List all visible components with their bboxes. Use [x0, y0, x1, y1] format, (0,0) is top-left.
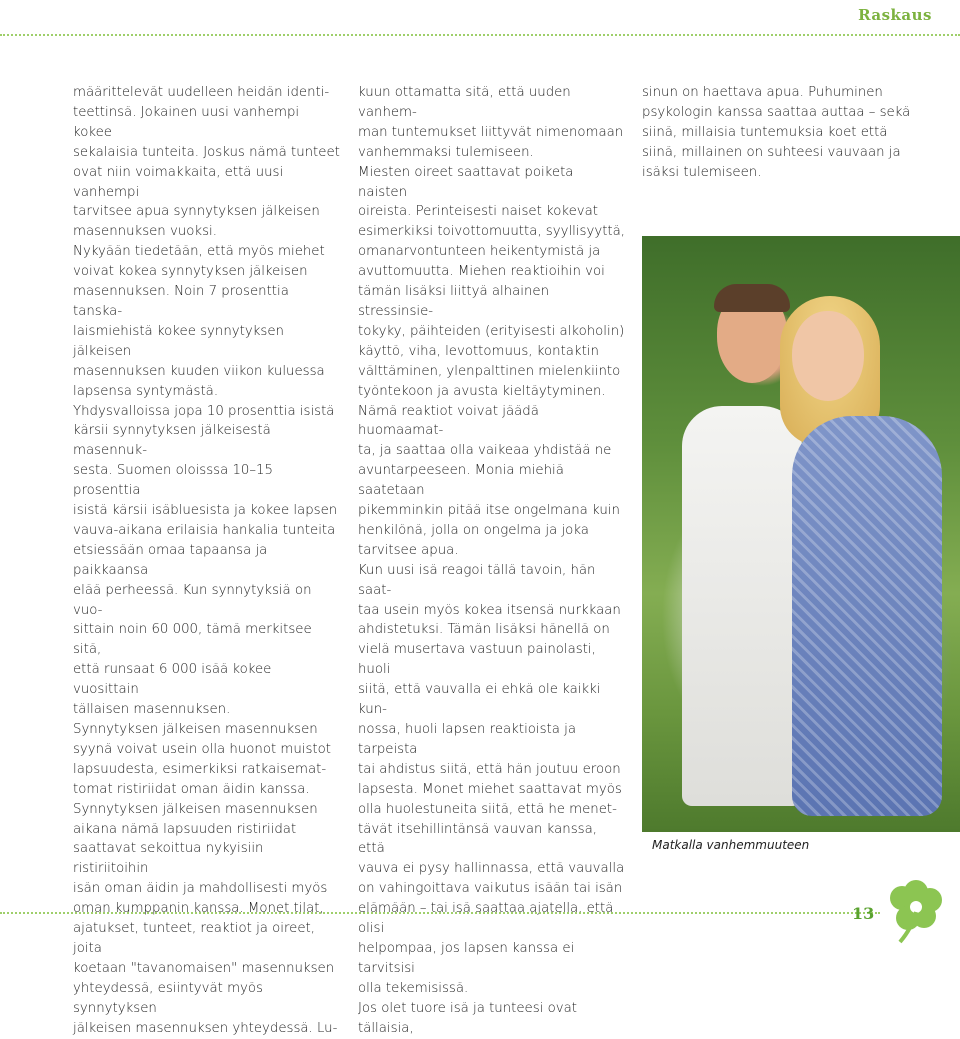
text-line: on vahingoittava vaikutus isään tai isän	[358, 881, 623, 897]
text-line: lapsensa syntymästä.	[73, 383, 219, 399]
footer-divider	[0, 912, 880, 914]
photo-caption: Matkalla vanhemmuuteen	[652, 838, 810, 852]
text-line: laismiehistä kokee synnytyksen jälkeisen	[73, 323, 284, 359]
text-line: teettinsä. Jokainen uusi vanhempi kokee	[73, 104, 300, 140]
text-line: isistä kärsii isäbluesista ja kokee lapsen	[73, 503, 338, 519]
text-line: tai ahdistus siitä, että hän joutuu eroon	[358, 761, 621, 777]
text-line: Jos olet tuore isä ja tunteesi ovat tällaisia,	[358, 1000, 577, 1036]
text-line: ajatukset, tunteet, reaktiot ja oireet, joita	[73, 921, 315, 956]
text-line: sinun on haettava apua. Puhuminen	[642, 85, 883, 100]
text-line: man tuntemukset liittyvät nimenomaan	[358, 124, 624, 140]
text-line: masennuksen kuuden viikon kuluessa	[73, 363, 325, 379]
text-line: masennuksen. Noin 7 prosenttia tanska-	[73, 284, 289, 319]
text-line: välttäminen, ylenpalttinen mielenkiinto	[358, 363, 621, 379]
text-line: ahdistetuksi. Tämän lisäksi hänellä on	[358, 622, 610, 638]
man-figure	[682, 406, 802, 806]
text-line: sesta. Suomen oloisssa 10–15 prosenttia	[73, 463, 273, 499]
woman-figure	[792, 416, 942, 816]
text-line: kuun ottamatta sitä, että uuden vanhem-	[358, 85, 571, 120]
text-line: taa usein myös kokea itsensä nurkkaan	[358, 602, 621, 618]
woman-head	[792, 311, 864, 401]
text-line: voivat kokea synnytyksen jälkeisen	[73, 264, 308, 280]
text-line: elämään – tai isä saattaa ajatella, että olisi	[358, 901, 614, 937]
text-line: siinä, millaisia tuntemuksia koet että	[642, 124, 888, 140]
text-line: saattavat sekoittua nykyisiin ristiriitoihin	[73, 841, 264, 877]
text-line: masennuksen vuoksi.	[73, 224, 217, 240]
text-line: isäksi tulemiseen.	[642, 164, 762, 180]
text-line: siitä, että vauvalla ei ehkä ole kaikki kun-	[358, 682, 601, 718]
man-hair	[714, 284, 790, 312]
text-line: lapsuudesta, esimerkiksi ratkaisemat-	[73, 761, 327, 777]
text-line: tokyky, päihteiden (erityisesti alkoholin)	[358, 323, 625, 339]
section-title: Raskaus	[858, 6, 932, 24]
text-line: nossa, huoli lapsen reaktioista ja tarpeista	[358, 722, 576, 757]
text-line: vielä musertava vastuun painolasti, huoli	[358, 642, 596, 678]
text-line: esimerkiksi toivottomuutta, syyllisyyttä,	[358, 224, 626, 240]
text-line: Miesten oireet saattavat poiketa naisten	[358, 164, 574, 200]
text-line: oireista. Perinteisesti naiset kokevat	[358, 204, 599, 220]
text-column-2	[358, 83, 626, 1039]
text-line: elää perheessä. Kun synnytyksiä on vuo-	[73, 582, 312, 618]
page-number: 13	[852, 904, 875, 923]
text-line: Nämä reaktiot voivat jäädä huomaamat-	[358, 403, 539, 439]
text-line: pikemminkin pitää itse ongelmana kuin	[358, 503, 620, 519]
text-line: omanarvontunteen heikentymistä ja	[358, 244, 601, 260]
text-column-1	[73, 83, 341, 1039]
text-line: yhteydessä, esiintyvät myös synnytyksen	[73, 980, 263, 1016]
text-line: sittain noin 60 000, tämä merkitsee sitä,	[73, 622, 312, 658]
text-line: tarvitsee apua synnytyksen jälkeisen	[73, 204, 320, 220]
text-line: avuttomuutta. Miehen reaktioihin voi	[358, 264, 605, 280]
text-line: vanhemmaksi tulemiseen.	[358, 144, 534, 160]
text-line: määrittelevät uudelleen heidän identi-	[73, 85, 330, 100]
text-line: Synnytyksen jälkeisen masennuksen	[73, 801, 318, 817]
text-line: käyttö, viha, levottomuus, kontaktin	[358, 343, 599, 359]
text-line: Nykyään tiedetään, että myös miehet	[73, 244, 325, 260]
text-line: koetaan "tavanomaisen" masennuksen	[73, 960, 335, 976]
text-line: helpompaa, jos lapsen kanssa ei tarvitsisi	[358, 940, 575, 976]
text-line: psykologin kanssa saattaa auttaa – sekä	[642, 104, 911, 120]
text-line: tävät itsehillintänsä vauvan kanssa, että	[358, 821, 597, 857]
text-line: ovat niin voimakkaita, että uusi vanhempi	[73, 164, 284, 200]
text-line: ta, ja saattaa olla vaikeaa yhdistää ne	[358, 443, 612, 459]
text-column-3	[642, 83, 960, 183]
text-line: Kun uusi isä reagoi tällä tavoin, hän saat-	[358, 562, 596, 598]
four-leaf-clover-icon	[872, 876, 958, 948]
text-line: työntekoon ja avusta kieltäytyminen.	[358, 383, 606, 399]
text-line: tämän lisäksi liittyä alhainen stressinsie-	[358, 284, 550, 319]
text-line: sekalaisia tunteita. Joskus nämä tunteet	[73, 144, 340, 160]
page-header	[0, 0, 960, 36]
header-divider	[0, 34, 960, 36]
text-line: olla huolestuneita siitä, että he menet-	[358, 801, 617, 817]
text-line: tarvitsee apua.	[358, 542, 459, 558]
text-line: avuntarpeeseen. Monia miehiä saatetaan	[358, 463, 564, 499]
text-line: Synnytyksen jälkeisen masennuksen	[73, 722, 318, 737]
text-line: oman kumppanin kanssa. Monet tilat,	[73, 901, 324, 917]
text-line: vauva ei pysy hallinnassa, että vauvalla	[358, 861, 625, 877]
text-line: olla tekemisissä.	[358, 980, 469, 996]
text-line: syynä voivat usein olla huonot muistot	[73, 741, 331, 757]
text-line: siinä, millainen on suhteesi vauvaan ja	[642, 144, 901, 160]
text-line: aikana nämä lapsuuden ristiriidat	[73, 821, 297, 837]
text-line: jälkeisen masennuksen yhteydessä. Lu-	[73, 1020, 338, 1036]
text-line: isän oman äidin ja mahdollisesti myös	[73, 881, 328, 897]
text-line: lapsesta. Monet miehet saattavat myös	[358, 781, 622, 797]
text-line: kärsii synnytyksen jälkeisestä masennuk-	[73, 423, 271, 459]
couple-photo	[642, 236, 960, 832]
text-line: tällaisen masennuksen.	[73, 702, 231, 718]
text-line: vauva-aikana erilaisia hankalia tunteita	[73, 522, 336, 538]
text-line: henkilönä, jolla on ongelma ja joka	[358, 522, 589, 538]
text-line: että runsaat 6 000 isää kokee vuosittain	[73, 662, 272, 698]
text-line: Yhdysvalloissa jopa 10 prosenttia isistä	[73, 403, 335, 419]
text-line: etsiessään omaa tapaansa ja paikkaansa	[73, 542, 268, 578]
text-line: tomat ristiriidat oman äidin kanssa.	[73, 781, 310, 797]
